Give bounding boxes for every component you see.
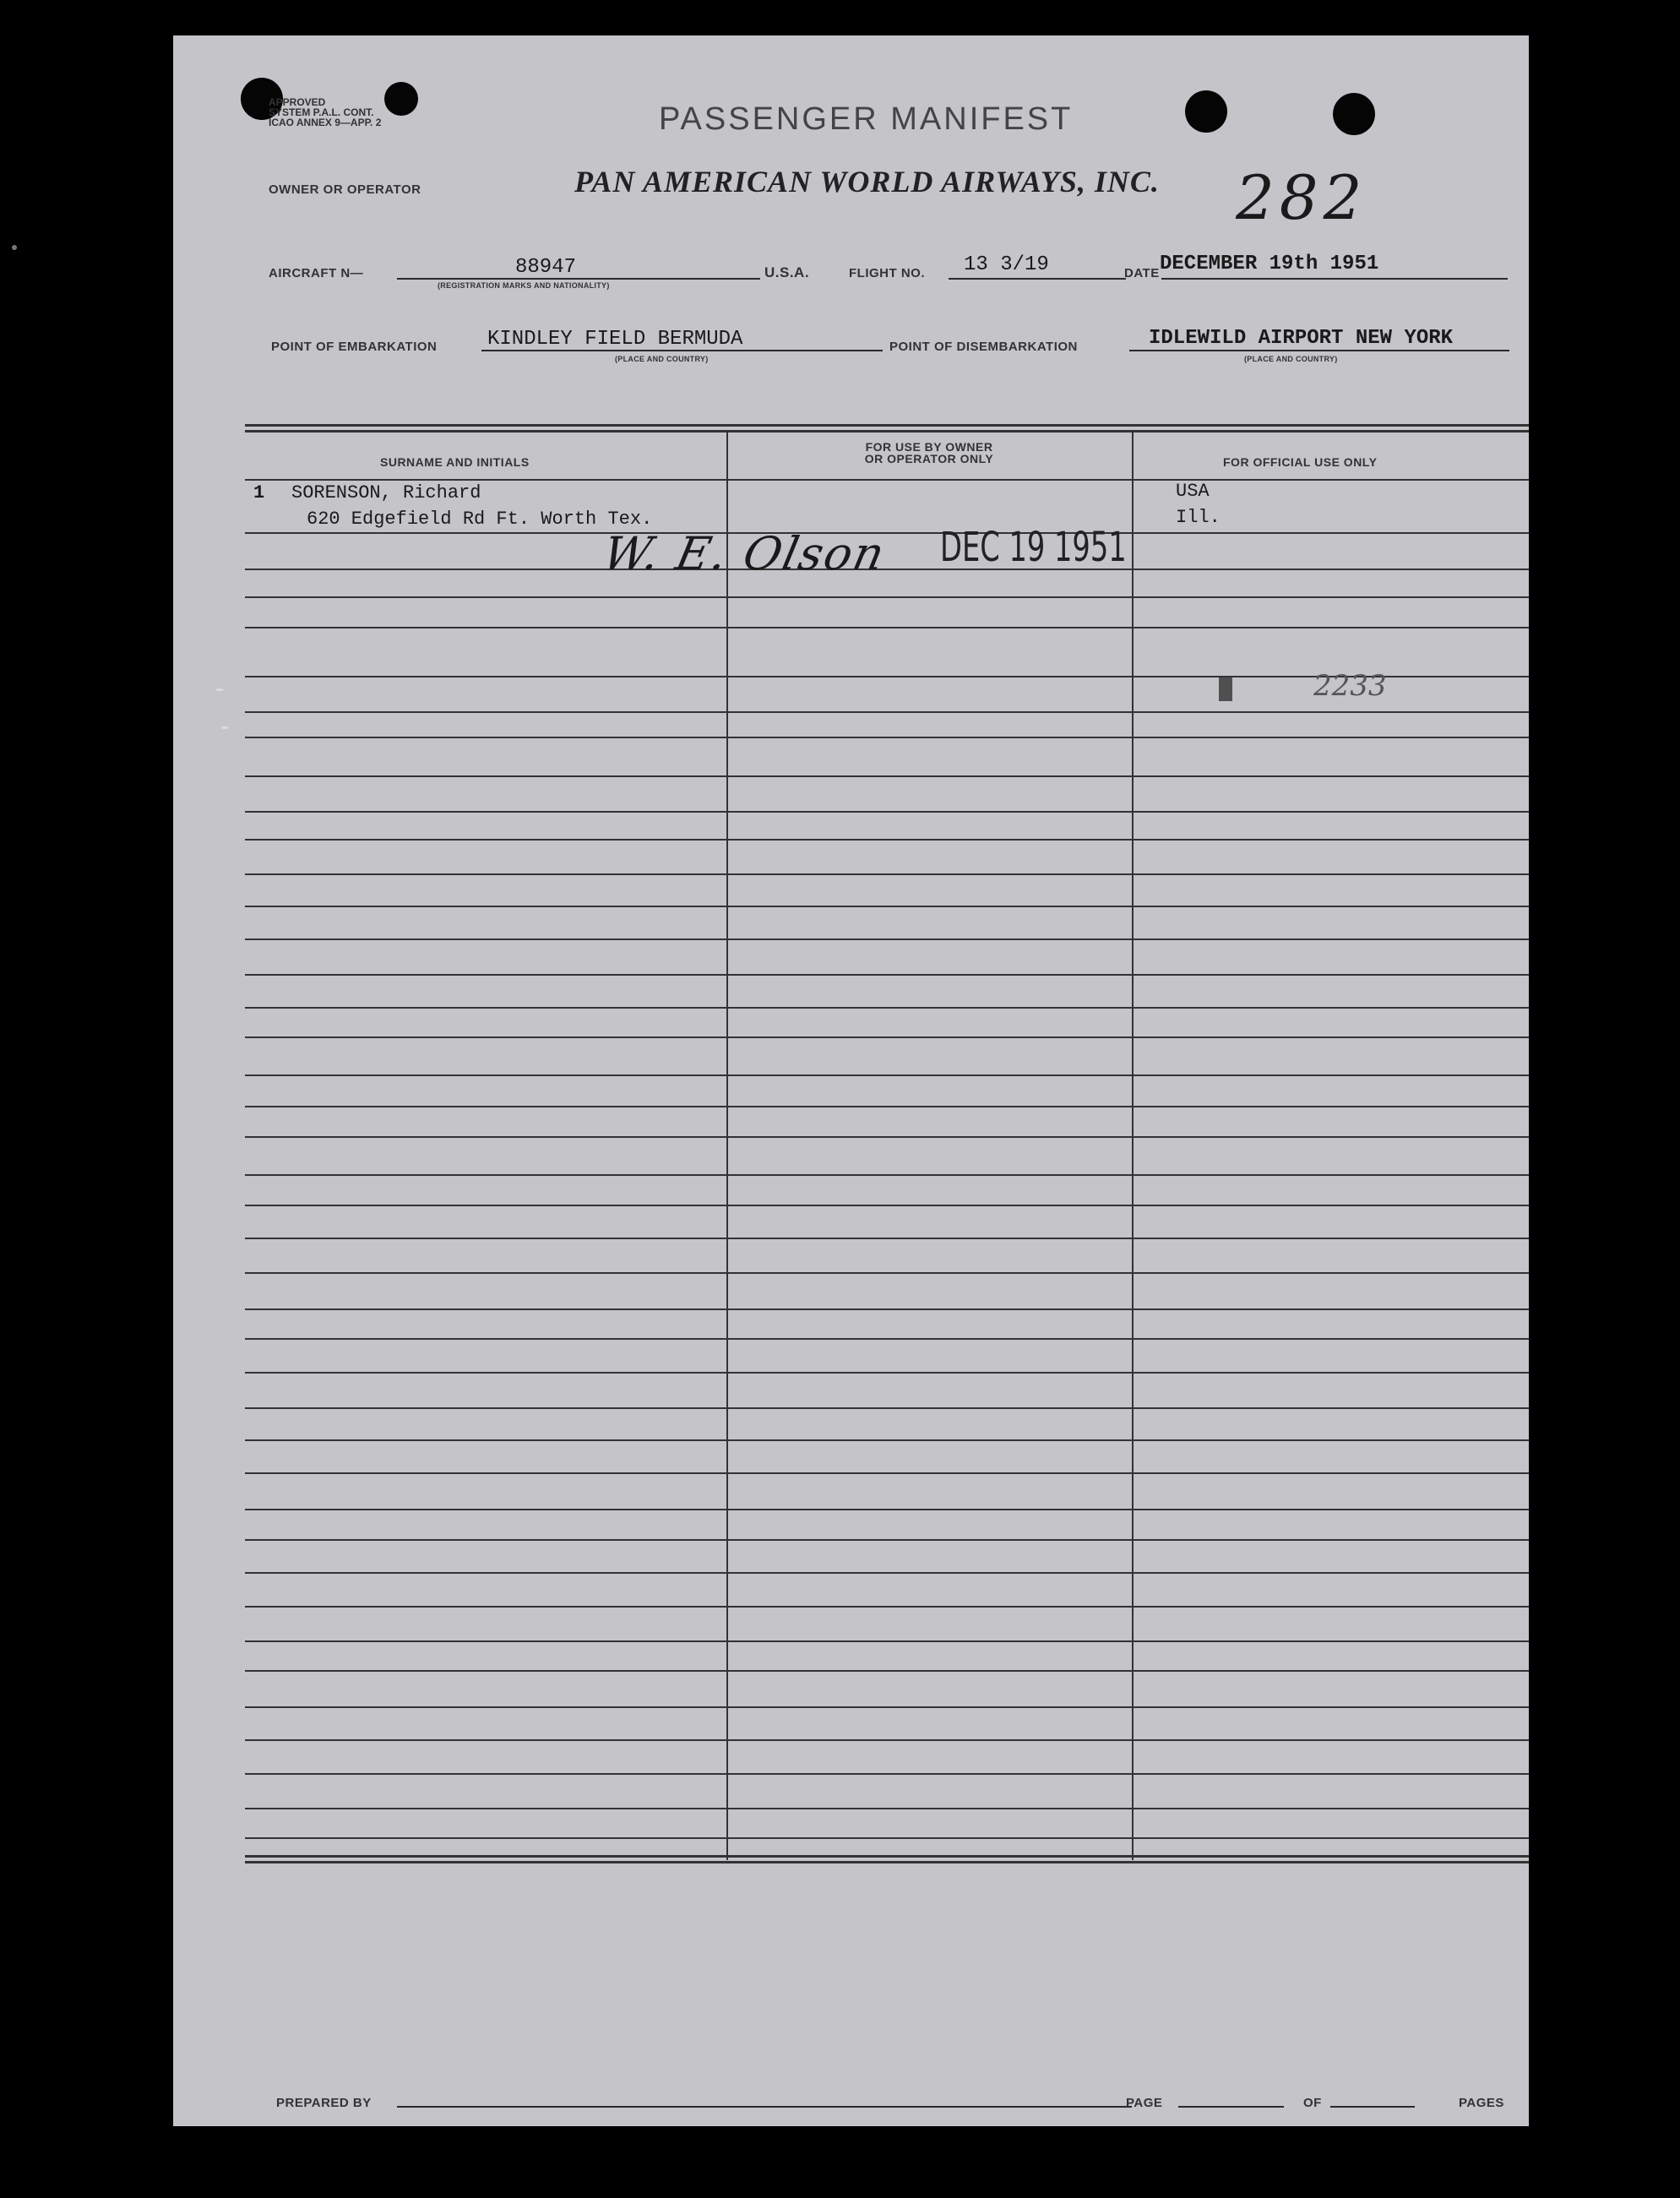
row-line	[245, 1272, 1529, 1274]
row-line	[245, 1106, 1529, 1107]
column-header-official: FOR OFFICIAL USE ONLY	[1223, 455, 1378, 469]
row-line	[245, 737, 1529, 738]
disembarkation-sublabel: (PLACE AND COUNTRY)	[1244, 355, 1338, 363]
column-header-owner	[726, 441, 1132, 465]
column-header-owner-line: FOR USE BY OWNER	[865, 440, 993, 454]
column-header-owner-line: OR OPERATOR ONLY	[864, 452, 994, 465]
row-line	[245, 1174, 1529, 1176]
row-line	[245, 1238, 1529, 1239]
row-line	[245, 1372, 1529, 1374]
punch-hole	[384, 82, 418, 116]
page-line	[1178, 2106, 1284, 2108]
row-line	[245, 873, 1529, 875]
row-line	[245, 1007, 1529, 1009]
row-line	[245, 627, 1529, 628]
date-label: DATE	[1124, 266, 1160, 280]
aircraft-nationality: U.S.A.	[764, 264, 810, 280]
pages-label: PAGES	[1459, 2096, 1504, 2110]
flight-label: FLIGHT NO.	[849, 266, 925, 280]
embarkation-label: POINT OF EMBARKATION	[271, 340, 438, 354]
prepared-by-label: PREPARED BY	[276, 2096, 372, 2110]
of-line	[1330, 2106, 1415, 2108]
row-line	[245, 1407, 1529, 1409]
row-line	[245, 1509, 1529, 1510]
handwritten-number: 282	[1236, 162, 1367, 233]
row-line	[245, 1539, 1529, 1541]
of-label: OF	[1303, 2096, 1322, 2110]
row-line	[245, 775, 1529, 777]
prepared-by-line	[397, 2106, 1132, 2108]
row-line	[245, 1472, 1529, 1474]
date-value: DECEMBER 19th 1951	[1160, 253, 1379, 275]
row-line	[245, 1572, 1529, 1574]
disembarkation-line	[1129, 350, 1509, 351]
row-line	[245, 839, 1529, 841]
aircraft-value: 88947	[515, 256, 577, 279]
row-line	[245, 1075, 1529, 1076]
header-rule	[245, 479, 1529, 481]
margin-speck	[221, 726, 228, 729]
row-line	[245, 1808, 1529, 1809]
row-line	[245, 974, 1529, 976]
row-line	[245, 906, 1529, 907]
passenger-address: 620 Edgefield Rd Ft. Worth Tex.	[307, 509, 653, 530]
column-divider	[726, 433, 728, 1860]
row-line	[245, 711, 1529, 713]
row-line	[245, 1036, 1529, 1038]
passenger-number: 1	[253, 482, 265, 503]
aircraft-line	[397, 278, 760, 280]
embarkation-sublabel: (PLACE AND COUNTRY)	[615, 355, 709, 363]
row-line	[245, 1205, 1529, 1206]
passenger-nationality: USA	[1176, 481, 1210, 502]
disembarkation-value: IDLEWILD AIRPORT NEW YORK	[1149, 327, 1454, 350]
row-line	[245, 1308, 1529, 1310]
operator-name: PAN AMERICAN WORLD AIRWAYS, INC.	[574, 165, 1160, 199]
passenger-state: Ill.	[1176, 507, 1221, 528]
disembarkation-label: POINT OF DISEMBARKATION	[889, 340, 1078, 354]
margin-speck	[12, 245, 17, 250]
row-line	[245, 1739, 1529, 1741]
form-code-line: APPROVED	[269, 96, 326, 108]
owner-label: OWNER OR OPERATOR	[269, 182, 421, 197]
form-code	[269, 97, 381, 128]
row-line	[245, 1837, 1529, 1839]
punch-hole	[1333, 93, 1375, 135]
row-line	[245, 1706, 1529, 1708]
aircraft-sublabel: (REGISTRATION MARKS AND NATIONALITY)	[438, 281, 610, 290]
row-line	[245, 1338, 1529, 1340]
row-line	[245, 1773, 1529, 1775]
column-divider	[1132, 433, 1134, 1860]
table-top-rule	[245, 424, 1529, 427]
row-line	[245, 1439, 1529, 1441]
row-line	[245, 1136, 1529, 1138]
punch-hole	[1185, 90, 1227, 133]
table-bottom-rule	[245, 1861, 1529, 1863]
table-top-rule	[245, 430, 1529, 433]
row-line	[245, 569, 1529, 570]
row-line	[245, 1670, 1529, 1672]
flight-line	[949, 278, 1126, 280]
row-line	[245, 811, 1529, 813]
signature: W. E. Olson	[598, 527, 891, 580]
row-line	[245, 596, 1529, 598]
date-line	[1161, 278, 1508, 280]
margin-speck	[215, 688, 224, 691]
aircraft-label: AIRCRAFT N—	[269, 266, 364, 280]
row-line	[245, 939, 1529, 940]
page-title: PASSENGER MANIFEST	[659, 101, 1074, 137]
passenger-name: SORENSON, Richard	[291, 482, 481, 503]
stamp-mark	[1219, 676, 1232, 701]
page-label: PAGE	[1126, 2096, 1163, 2110]
row-line	[245, 1640, 1529, 1642]
form-code-line: ICAO ANNEX 9—APP. 2	[269, 117, 382, 128]
stamp-number: 2233	[1313, 669, 1387, 703]
flight-value: 13 3/19	[964, 253, 1049, 276]
embarkation-value: KINDLEY FIELD BERMUDA	[487, 328, 743, 351]
date-stamp: DEC 19 1951	[940, 524, 1127, 571]
row-line	[245, 1606, 1529, 1608]
form-code-line: SYSTEM P.A.L. CONT.	[269, 106, 374, 118]
table-bottom-rule	[245, 1855, 1529, 1858]
manifest-sheet	[173, 35, 1529, 2126]
column-header-surname: SURNAME AND INITIALS	[380, 455, 530, 469]
